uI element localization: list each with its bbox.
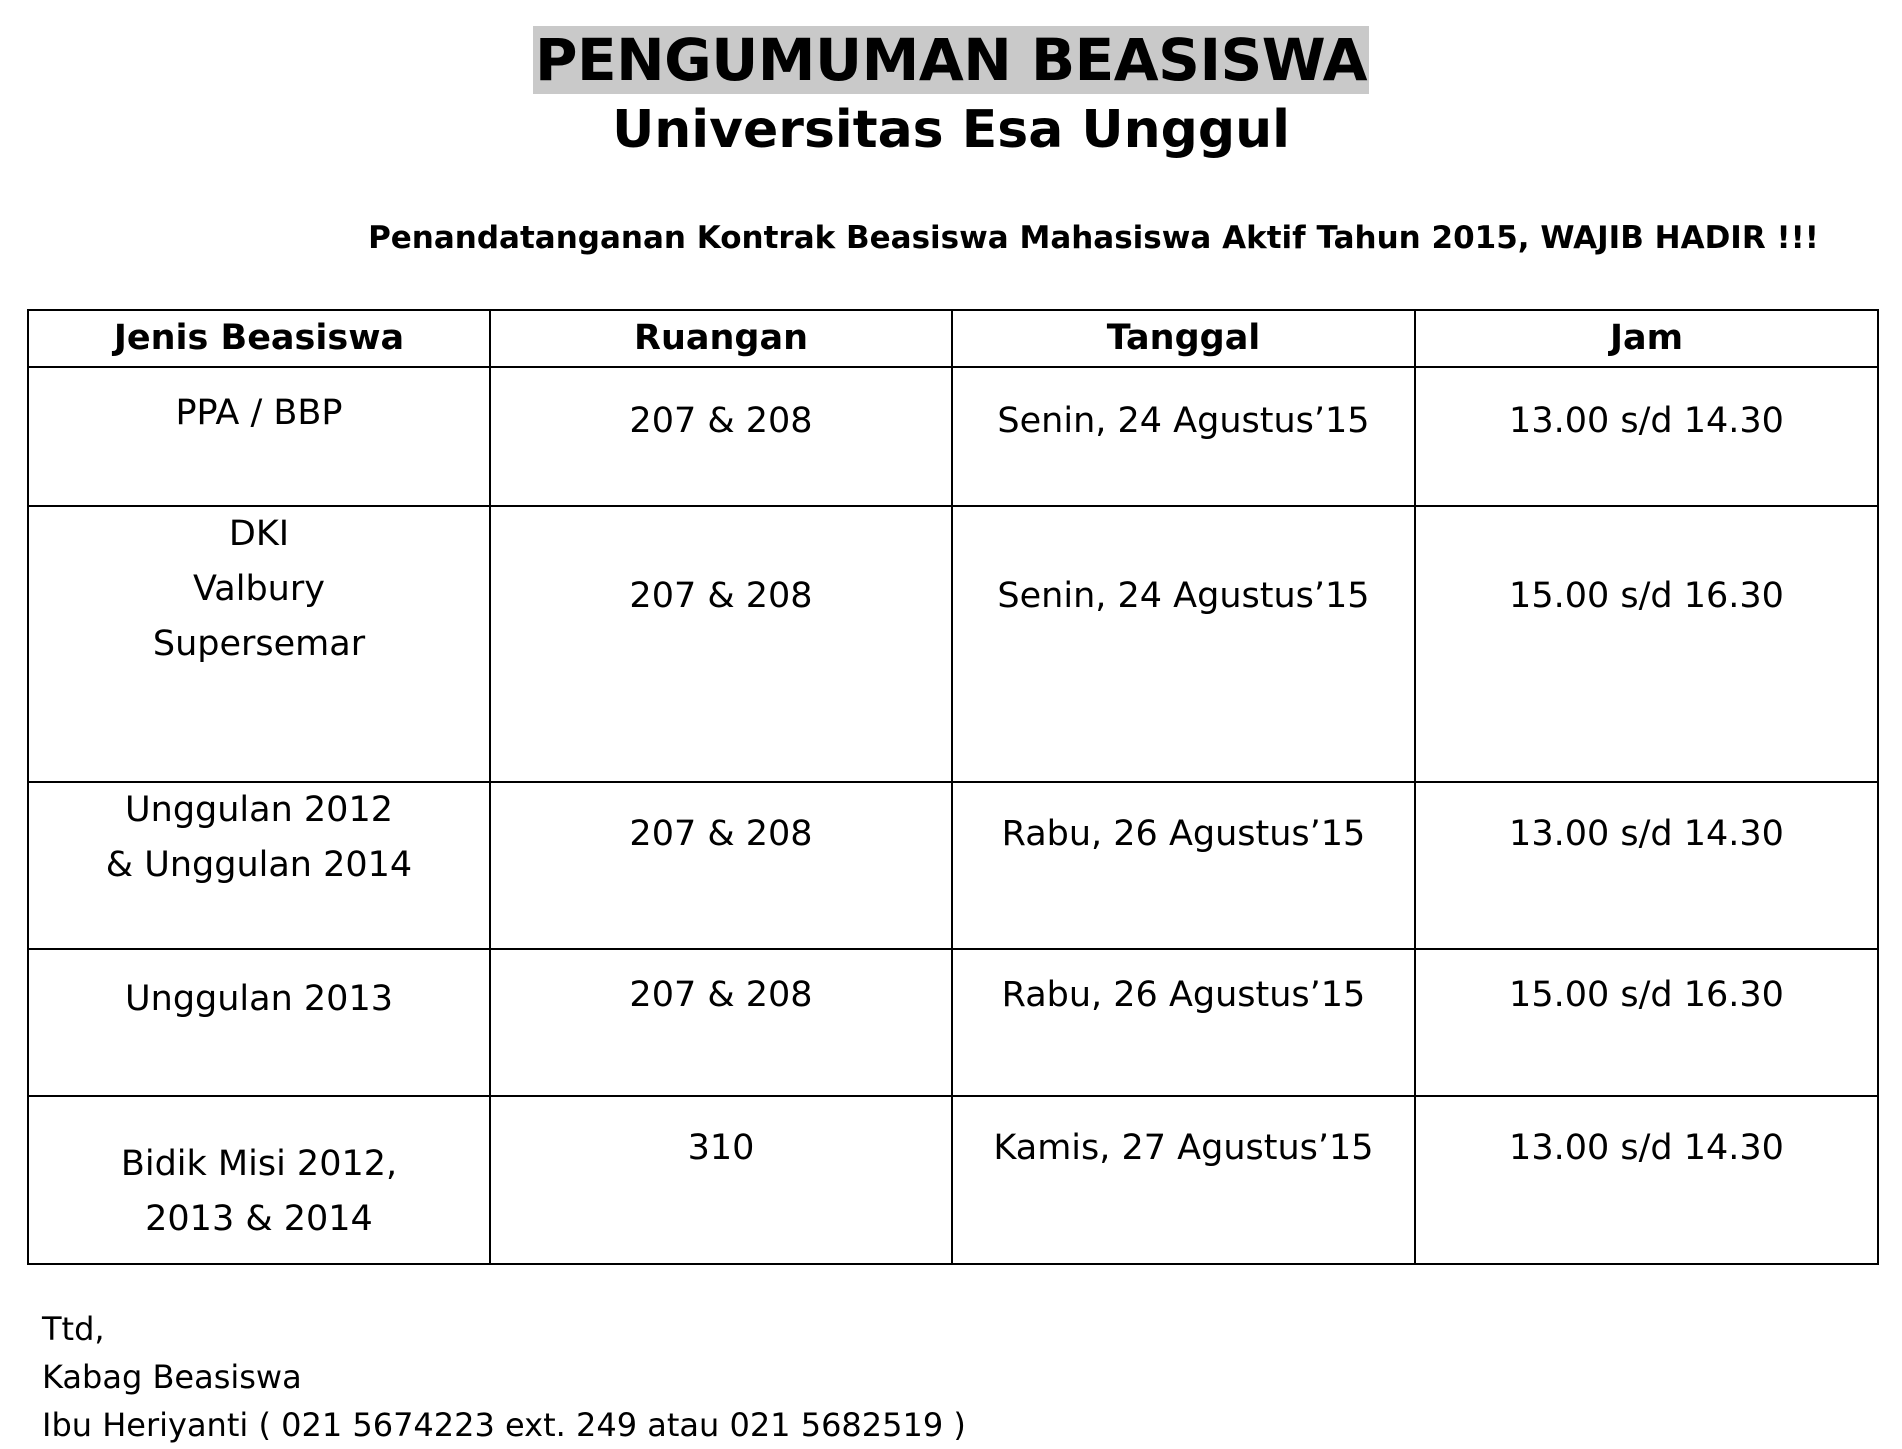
date-cell (952, 506, 1415, 782)
time-cell (1415, 949, 1878, 1096)
room-value: 207 & 208 (629, 576, 813, 616)
header-scholarship-type: Jenis Beasiswa (28, 310, 490, 367)
time-value: 15.00 s/d 16.30 (1509, 975, 1784, 1015)
scholarship-type-line: Unggulan 2012 (125, 790, 393, 830)
time-cell (1415, 367, 1878, 506)
announcement-title-text: PENGUMUMAN BEASISWA (534, 26, 1368, 94)
scholarship-type-cell (28, 1096, 490, 1264)
scholarship-type-line: Unggulan 2013 (125, 979, 393, 1019)
scholarship-type-line: DKI (228, 514, 290, 554)
scholarship-type-cell (28, 506, 490, 782)
signed-label: Ttd, (42, 1310, 105, 1348)
scholarship-schedule-table (27, 309, 1879, 1265)
scholarship-type-line: Valbury (193, 569, 325, 609)
room-cell (490, 1096, 952, 1264)
room-cell (490, 949, 952, 1096)
header-time: Jam (1415, 310, 1878, 367)
scholarship-type-line: & Unggulan 2014 (105, 845, 413, 885)
scholarship-type-line: Supersemar (152, 624, 366, 664)
time-cell (1415, 1096, 1878, 1264)
date-value: Senin, 24 Agustus’15 (997, 401, 1370, 441)
contact-info: Ibu Heriyanti ( 021 5674223 ext. 249 atau 021 5682519 ) (42, 1406, 966, 1444)
scholarship-type-line: PPA / BBP (175, 393, 343, 433)
table-row (28, 1096, 1878, 1264)
time-value: 15.00 s/d 16.30 (1509, 576, 1784, 616)
scholarship-type-line: Bidik Misi 2012, (120, 1144, 398, 1184)
scholarship-type-line: 2013 & 2014 (145, 1199, 373, 1239)
time-value: 13.00 s/d 14.30 (1509, 401, 1784, 441)
date-cell (952, 367, 1415, 506)
room-cell (490, 506, 952, 782)
scholarship-type-cell (28, 367, 490, 506)
date-value: Rabu, 26 Agustus’15 (1001, 814, 1366, 854)
date-value: Kamis, 27 Agustus’15 (993, 1128, 1374, 1168)
contract-signing-notice: Penandatanganan Kontrak Beasiswa Mahasiswa Aktif Tahun 2015, WAJIB HADIR !!! (368, 220, 1819, 256)
room-value: 207 & 208 (629, 814, 813, 854)
date-cell (952, 782, 1415, 949)
time-value: 13.00 s/d 14.30 (1509, 814, 1784, 854)
scholarship-type-cell (28, 782, 490, 949)
table-row (28, 949, 1878, 1096)
date-value: Senin, 24 Agustus’15 (997, 576, 1370, 616)
room-cell (490, 782, 952, 949)
date-cell (952, 949, 1415, 1096)
table-row (28, 506, 1878, 782)
header-date: Tanggal (952, 310, 1415, 367)
university-name: Universitas Esa Unggul (612, 100, 1290, 160)
table-row (28, 782, 1878, 949)
table-row (28, 367, 1878, 506)
time-cell (1415, 506, 1878, 782)
signature-block (42, 1305, 966, 1449)
announcement-title (0, 28, 1902, 92)
time-value: 13.00 s/d 14.30 (1509, 1128, 1784, 1168)
room-cell (490, 367, 952, 506)
table-header-row (28, 310, 1878, 367)
room-value: 310 (687, 1128, 755, 1168)
scholarship-type-cell (28, 949, 490, 1096)
header-room: Ruangan (490, 310, 952, 367)
room-value: 207 & 208 (629, 401, 813, 441)
time-cell (1415, 782, 1878, 949)
date-value: Rabu, 26 Agustus’15 (1001, 975, 1366, 1015)
date-cell (952, 1096, 1415, 1264)
signer-position: Kabag Beasiswa (42, 1358, 302, 1396)
room-value: 207 & 208 (629, 975, 813, 1015)
